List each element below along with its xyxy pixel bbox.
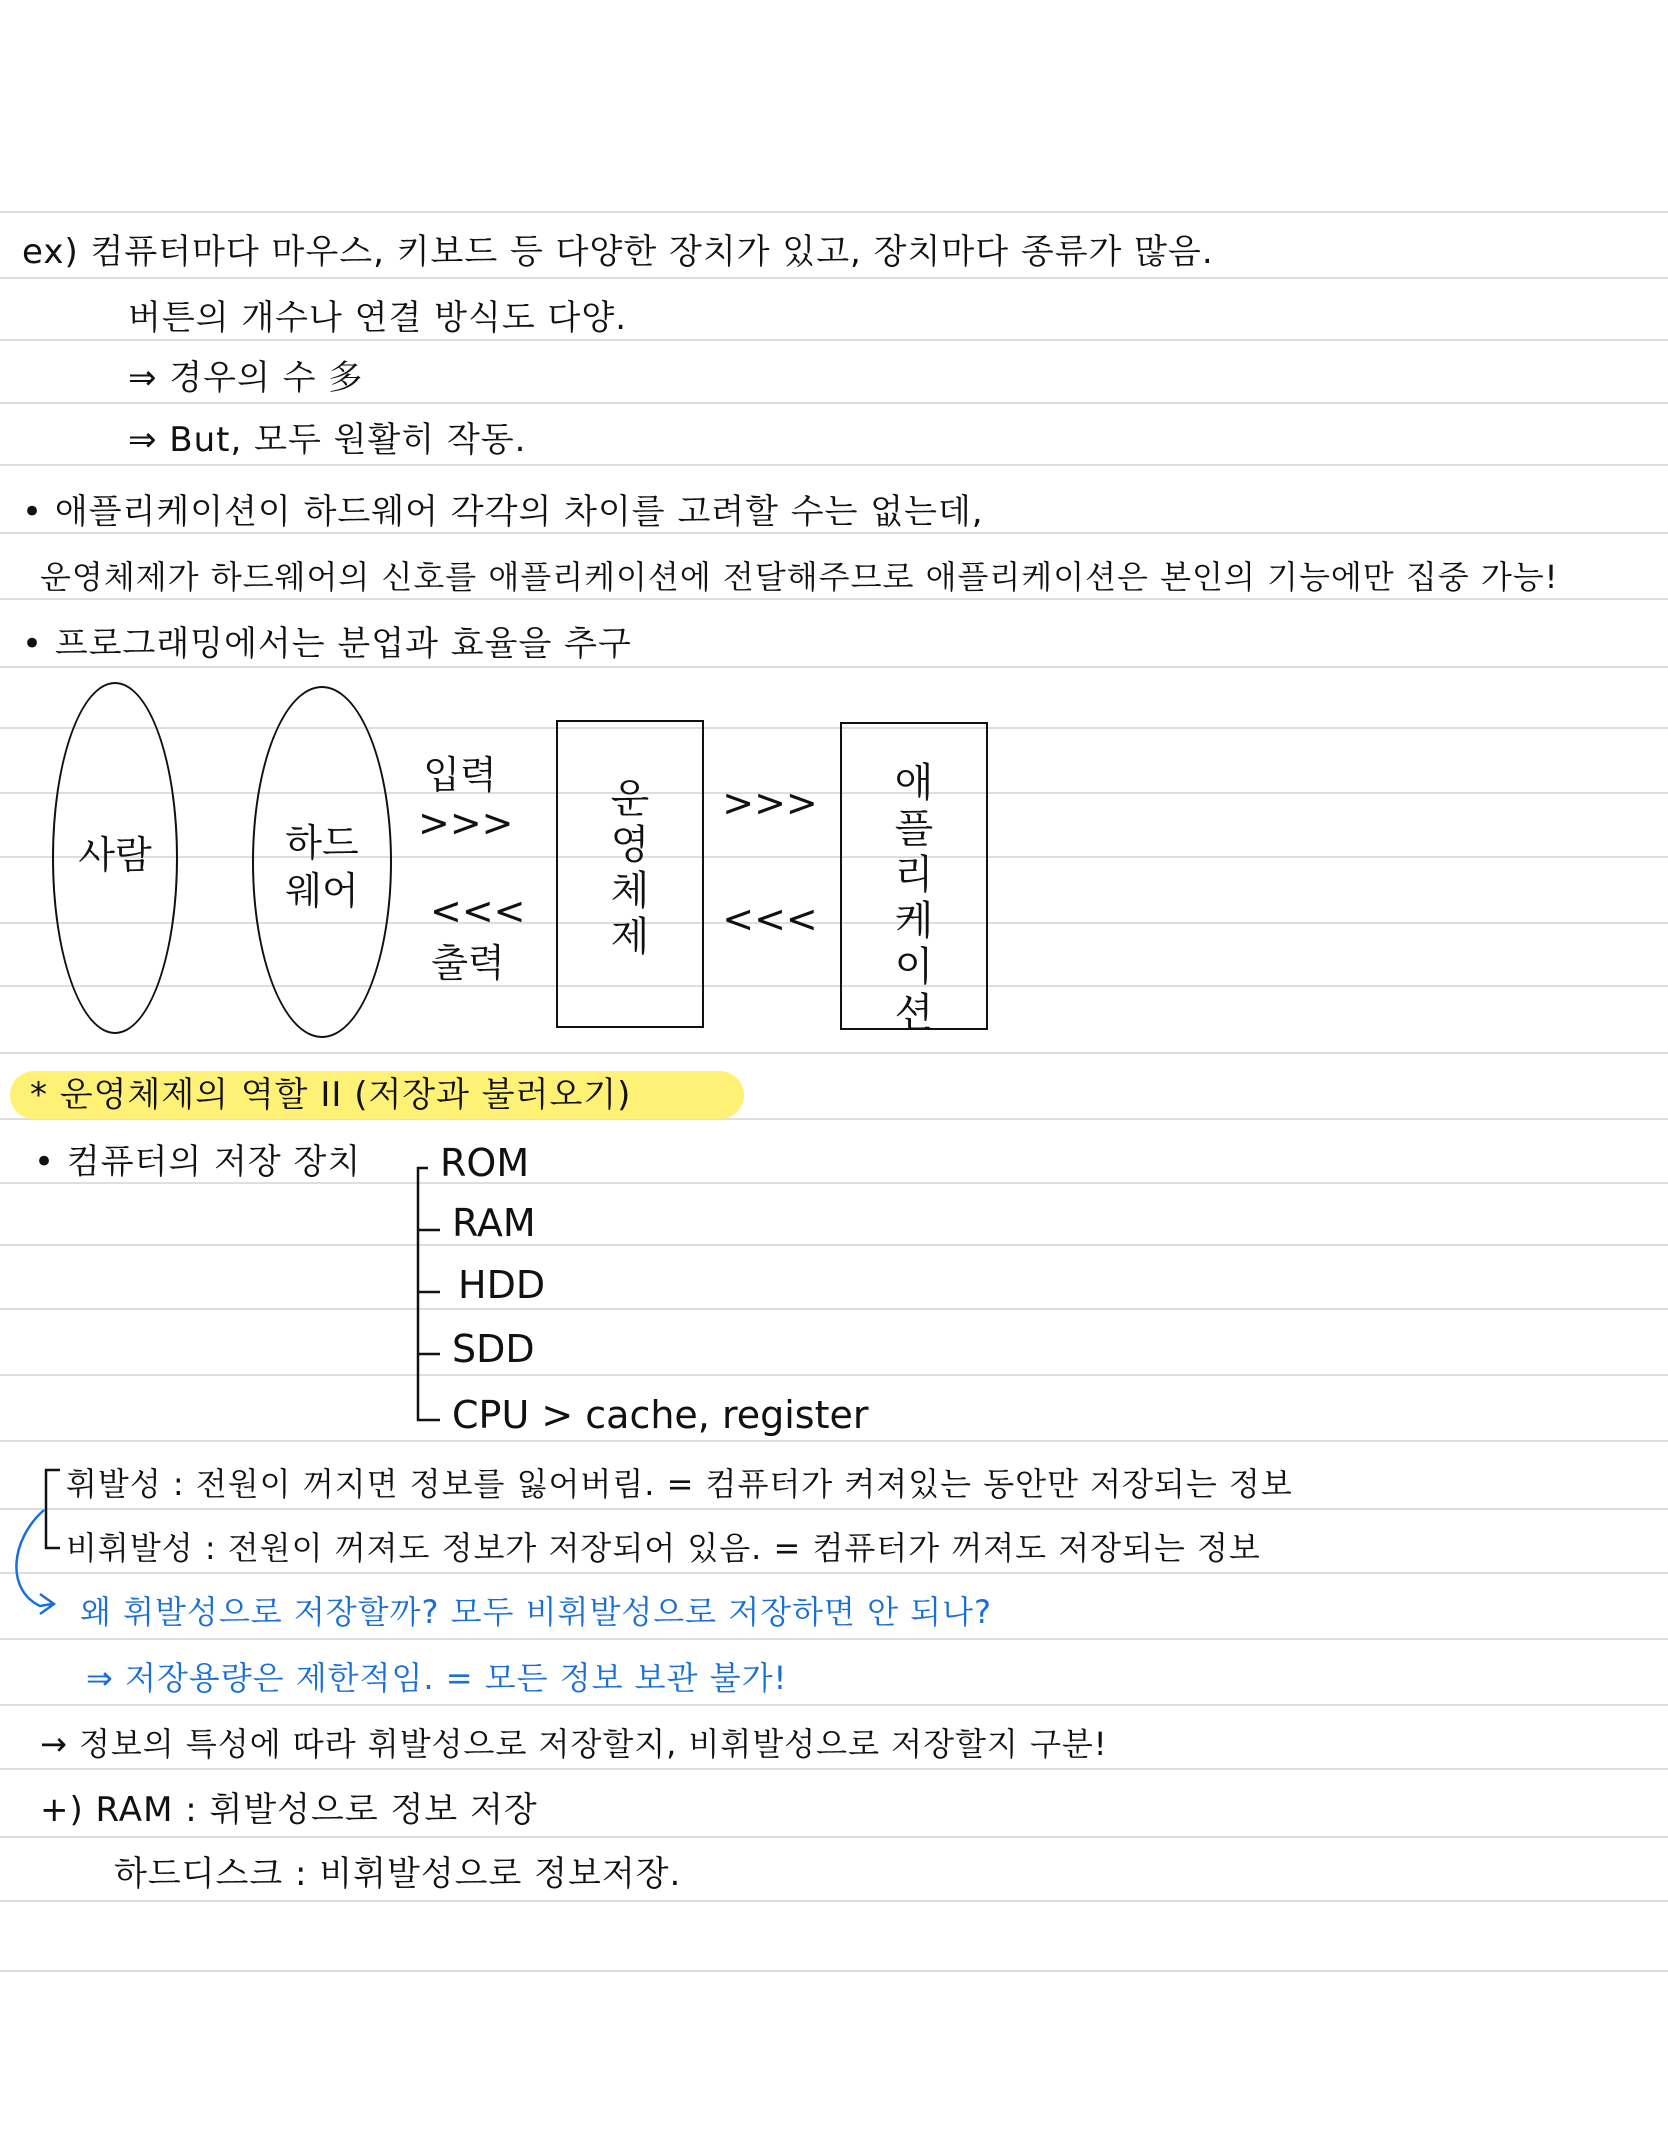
ruled-line	[0, 727, 1668, 729]
ruled-line	[0, 1244, 1668, 1246]
arrow-right-hw-os: >>>	[418, 801, 514, 845]
ruled-line	[0, 402, 1668, 404]
os-label: 운영체제	[610, 776, 650, 960]
ruled-line	[0, 856, 1668, 858]
application-label: 애플리케이션	[894, 760, 934, 1036]
bullet-app-hardware: • 애플리케이션이 하드웨어 각각의 차이를 고려할 수는 없는데,	[22, 492, 984, 532]
ruled-line	[0, 922, 1668, 924]
ruled-line	[0, 1052, 1668, 1054]
ruled-line	[0, 1900, 1668, 1902]
bullet-programming: • 프로그래밍에서는 분업과 효율을 추구	[22, 624, 632, 664]
hardware-label-2: 웨어	[285, 869, 359, 913]
ruled-line	[0, 1508, 1668, 1510]
ruled-line	[0, 1836, 1668, 1838]
storage-devices-label: • 컴퓨터의 저장 장치	[34, 1142, 362, 1182]
ruled-line	[0, 985, 1668, 987]
arrow-left-app-os: <<<	[722, 897, 818, 941]
storage-item-sdd: SDD	[452, 1327, 535, 1371]
ruled-line	[0, 1704, 1668, 1706]
volatility-answer: ⇒ 저장용량은 제한적임. = 모든 정보 보관 불가!	[86, 1659, 788, 1697]
nonvolatile-definition: 비휘발성 : 전원이 꺼져도 정보가 저장되어 있음. = 컴퓨터가 꺼져도 저장되는 정보	[66, 1529, 1261, 1567]
storage-item-hdd: HDD	[458, 1263, 546, 1307]
storage-item-ram: RAM	[452, 1201, 536, 1245]
arrow-left-os-hw: <<<	[430, 889, 526, 933]
plus-hdd-note: 하드디스크 : 비휘발성으로 정보저장.	[114, 1854, 682, 1894]
ruled-line	[0, 666, 1668, 668]
ruled-line	[0, 1374, 1668, 1376]
ruled-line	[0, 1970, 1668, 1972]
ruled-line	[0, 1308, 1668, 1310]
ex-line-3: ⇒ 경우의 수 多	[128, 358, 364, 398]
section-heading: * 운영체제의 역할 II (저장과 불러오기)	[30, 1075, 632, 1115]
arrow-right-os-app: >>>	[722, 781, 818, 825]
ruled-line	[0, 1638, 1668, 1640]
volatility-conclusion: → 정보의 특성에 따라 휘발성으로 저장할지, 비휘발성으로 저장할지 구분!	[40, 1725, 1108, 1763]
ex-line-1: ex) 컴퓨터마다 마우스, 키보드 등 다양한 장치가 있고, 장치마다 종류가 많음.	[22, 232, 1214, 272]
volatility-question: 왜 휘발성으로 저장할까? 모두 비휘발성으로 저장하면 안 되나?	[80, 1593, 992, 1631]
hardware-label-1: 하드	[285, 821, 359, 865]
ruled-line	[0, 211, 1668, 213]
volatile-definition: 휘발성 : 전원이 꺼지면 정보를 잃어버림. = 컴퓨터가 켜져있는 동안만 저장되는 정보	[66, 1465, 1293, 1503]
output-label: 출력	[431, 941, 505, 985]
ex-line-2: 버튼의 개수나 연결 방식도 다양.	[128, 298, 628, 338]
ex-line-4: ⇒ But, 모두 원활히 작동.	[128, 420, 527, 460]
ruled-line	[0, 792, 1668, 794]
ruled-line	[0, 1440, 1668, 1442]
storage-item-cpu: CPU > cache, register	[452, 1393, 869, 1437]
ruled-line	[0, 1768, 1668, 1770]
ruled-line	[0, 277, 1668, 279]
person-label: 사람	[78, 833, 152, 877]
storage-item-rom: ROM	[440, 1141, 530, 1185]
ruled-line	[0, 1572, 1668, 1574]
bullet-os-delivers: 운영체제가 하드웨어의 신호를 애플리케이션에 전달해주므로 애플리케이션은 본인의 기능에만 집중 가능!	[40, 558, 1559, 596]
ruled-line	[0, 464, 1668, 466]
input-label: 입력	[423, 753, 497, 797]
plus-ram-note: +) RAM : 휘발성으로 정보 저장	[40, 1790, 538, 1830]
